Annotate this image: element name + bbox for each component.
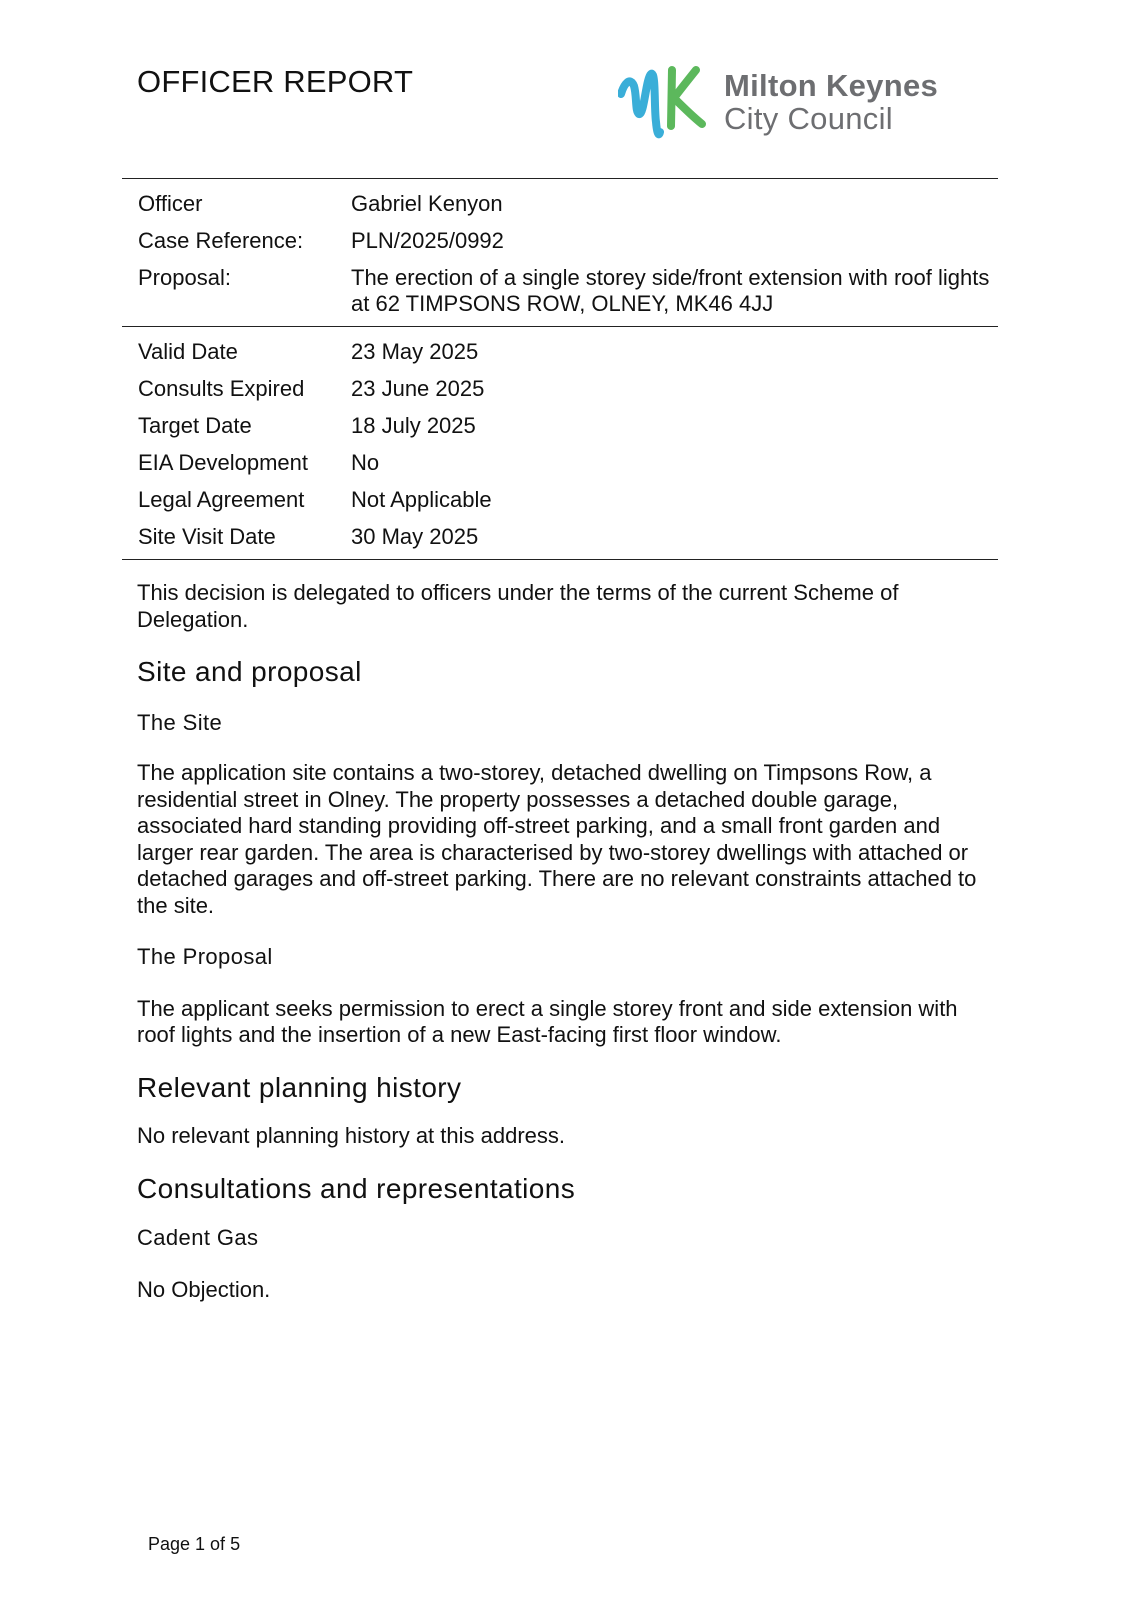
site-description: The application site contains a two-storey, detached dwelling on Timpsons Row, a residential street in Olney. The property possesses a detached double garage, associated hard standing providing off-street parking, and a small front garden and larger rear garden. The area is characterised by two-storey dwellings with attached or detached garages and off-street parking. There are no relevant constraints attached to the site. [137, 760, 977, 918]
date-value: 30 May 2025 [351, 524, 479, 549]
detail-value: The erection of a single storey side/front extension with roof lights at 62 TIMPSONS ROW, OLNEY, MK46 4JJ [351, 265, 990, 316]
report-body [137, 580, 997, 1303]
date-value: Not Applicable [351, 487, 492, 512]
case-details-table [122, 178, 998, 327]
date-label: Target Date [138, 413, 252, 438]
council-logo [618, 64, 998, 144]
detail-row-proposal [122, 265, 998, 317]
detail-row-officer [122, 191, 998, 217]
detail-value: PLN/2025/0992 [351, 228, 504, 253]
section-heading-site-and-proposal: Site and proposal [137, 656, 362, 687]
proposal-description: The applicant seeks permission to erect a single storey front and side extension with roof lights and the insertion of a new East-facing first floor window. [137, 995, 958, 1047]
date-row-valid-date [122, 339, 998, 365]
detail-value: Gabriel Kenyon [351, 191, 503, 216]
detail-label: Proposal: [138, 265, 231, 290]
page-title: OFFICER REPORT [137, 64, 414, 99]
subheading-the-site: The Site [137, 709, 223, 735]
case-dates-table [122, 328, 998, 560]
detail-row-case-reference [122, 228, 998, 254]
subheading-the-proposal: The Proposal [137, 944, 273, 969]
delegation-statement: This decision is delegated to officers under the terms of the current Scheme of Delegation. [137, 580, 899, 632]
detail-label: Case Reference: [138, 228, 304, 253]
date-row-legal-agreement [122, 487, 998, 513]
date-value: 23 June 2025 [351, 376, 485, 401]
consultee-name: Cadent Gas [137, 1225, 259, 1250]
date-label: EIA Development [138, 450, 308, 475]
date-label: Legal Agreement [138, 487, 305, 512]
logo-subtitle: City Council [724, 101, 893, 136]
section-heading-planning-history: Relevant planning history [137, 1071, 462, 1103]
date-value: 23 May 2025 [351, 339, 479, 364]
date-value: 18 July 2025 [351, 413, 476, 438]
detail-label: Officer [138, 191, 203, 216]
consultee-response: No Objection. [137, 1276, 271, 1302]
page-number: Page 1 of 5 [148, 1534, 241, 1554]
section-heading-consultations: Consultations and representations [137, 1172, 576, 1204]
date-row-eia-development [122, 450, 998, 476]
date-label: Site Visit Date [138, 524, 276, 549]
date-row-target-date [122, 413, 998, 439]
date-label: Consults Expired [138, 376, 305, 401]
planning-history-text: No relevant planning history at this address. [137, 1123, 566, 1148]
mk-logo-icon [618, 64, 718, 144]
date-value: No [351, 450, 380, 475]
date-row-consults-expired [122, 376, 998, 402]
date-row-site-visit-date [122, 524, 998, 550]
date-label: Valid Date [138, 339, 238, 364]
logo-name: Milton Keynes [724, 68, 939, 103]
